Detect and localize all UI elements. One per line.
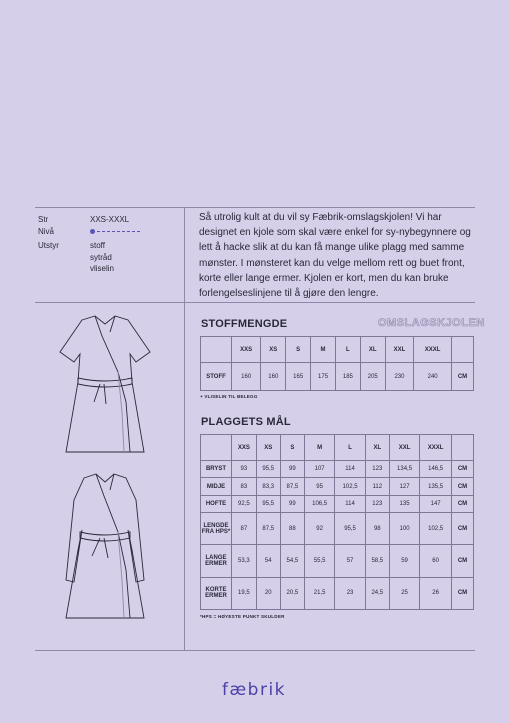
measures-note: *HPS = HØYESTE PUNKT SKULDER (200, 614, 285, 619)
info-label (38, 252, 90, 264)
difficulty-level-indicator (90, 226, 140, 237)
table-cell: 55,5 (304, 545, 334, 577)
table-cell: 114 (335, 495, 365, 512)
table-cell: 107 (304, 461, 334, 478)
size-header: L (335, 435, 365, 461)
table-cell: 92 (304, 513, 334, 545)
measures-title: PLAGGETS MÅL (201, 416, 291, 428)
row-label: HOFTE (201, 495, 232, 512)
size-header: S (286, 337, 311, 363)
table-cell: 20,5 (280, 577, 304, 609)
table-cell: 59 (389, 545, 419, 577)
row-label: LANGE ERMER (201, 545, 232, 577)
table-cell: 160 (261, 363, 286, 391)
fabric-title: STOFFMENGDE (201, 318, 288, 330)
table-corner-cell (201, 435, 232, 461)
unit-cell: CM (452, 478, 474, 495)
table-cell: 100 (389, 513, 419, 545)
row-label: BRYST (201, 461, 232, 478)
table-cell: 102,5 (335, 478, 365, 495)
size-header: XXS (232, 435, 257, 461)
table-cell: 185 (335, 363, 360, 391)
table-cell: 230 (385, 363, 414, 391)
table-cell: 21,5 (304, 577, 334, 609)
table-cell: 53,3 (232, 545, 257, 577)
pattern-name: OMSLAGSKJOLEN (378, 317, 485, 329)
table-corner-cell (201, 337, 232, 363)
table-cell: 95 (304, 478, 334, 495)
unit-cell: CM (452, 461, 474, 478)
info-label (38, 263, 90, 275)
table-cell: 24,5 (365, 577, 389, 609)
unit-cell: CM (452, 363, 474, 391)
table-cell: 23 (335, 577, 365, 609)
size-header: XL (360, 337, 385, 363)
row-label: STOFF (201, 363, 232, 391)
dress-long-sleeve-illustration (40, 470, 170, 630)
row-label: KORTE ERMER (201, 577, 232, 609)
table-cell: 95,5 (256, 495, 280, 512)
faebrik-logo: fæbrik (222, 680, 287, 700)
table-cell: 88 (280, 513, 304, 545)
table-cell: 106,5 (304, 495, 334, 512)
info-label: Nivå (38, 226, 55, 236)
pattern-info (38, 214, 170, 275)
size-header: S (280, 435, 304, 461)
table-cell: 60 (420, 545, 452, 577)
table-cell: 25 (389, 577, 419, 609)
table-row (201, 545, 474, 577)
table-cell: 57 (335, 545, 365, 577)
table-cell: 20 (256, 577, 280, 609)
info-row-equipment-3 (38, 263, 170, 275)
info-row-size (38, 214, 170, 226)
unit-cell: CM (452, 545, 474, 577)
size-header: XXXL (414, 337, 452, 363)
table-cell: 99 (280, 495, 304, 512)
table-cell: 123 (365, 461, 389, 478)
size-header: M (311, 337, 336, 363)
measurements-table (200, 434, 474, 610)
table-cell: 135,5 (420, 478, 452, 495)
size-header: XS (256, 435, 280, 461)
table-cell: 165 (286, 363, 311, 391)
table-cell: 83 (232, 478, 257, 495)
table-row (201, 577, 474, 609)
table-cell: 95,5 (335, 513, 365, 545)
level-dot (90, 229, 95, 234)
unit-cell: CM (452, 513, 474, 545)
table-row (201, 461, 474, 478)
info-value: sytråd (90, 252, 112, 262)
info-value: XXS-XXXL (90, 215, 130, 224)
table-cell: 175 (311, 363, 336, 391)
row-label: MIDJE (201, 478, 232, 495)
size-header: XXL (385, 337, 414, 363)
info-value: vliselin (90, 264, 115, 273)
table-cell: 134,5 (389, 461, 419, 478)
table-cell: 54,5 (280, 545, 304, 577)
size-header: M (304, 435, 334, 461)
divider-bottom (35, 650, 475, 651)
info-value: stoff (90, 241, 105, 250)
table-cell: 92,5 (232, 495, 257, 512)
table-cell: 240 (414, 363, 452, 391)
table-cell: 19,5 (232, 577, 257, 609)
fabric-table (200, 336, 474, 391)
size-header: XXXL (420, 435, 452, 461)
table-cell: 54 (256, 545, 280, 577)
table-cell: 112 (365, 478, 389, 495)
table-header-row (201, 337, 474, 363)
table-cell: 205 (360, 363, 385, 391)
table-cell: 102,5 (420, 513, 452, 545)
info-row-level (38, 226, 170, 241)
table-cell: 147 (420, 495, 452, 512)
table-row (201, 495, 474, 512)
table-row (201, 478, 474, 495)
table-cell: 123 (365, 495, 389, 512)
table-cell: 146,5 (420, 461, 452, 478)
size-header: XXL (389, 435, 419, 461)
info-label: Str (38, 215, 49, 224)
divider-vertical (184, 207, 185, 650)
table-cell: 135 (389, 495, 419, 512)
intro-text: Så utrolig kult at du vil sy Fæbrik-omslagskjolen! Vi har designet en kjole som skal være enkel for sy-nybegynnere og lett å hacke slik at du kan få mange ulike plagg med samme mønster. I mønsteret kan du velge mellom rett og buet front, korte eller lange ermer. Kjolen er kort, men du kan bruke forlengelseslinjene til å gjøre den lengre. (199, 212, 471, 300)
table-cell: 95,5 (256, 461, 280, 478)
level-track (92, 231, 140, 232)
info-label: Utstyr (38, 241, 59, 250)
table-cell: 83,3 (256, 478, 280, 495)
table-cell: 26 (420, 577, 452, 609)
size-header: XXS (232, 337, 261, 363)
table-cell: 58,5 (365, 545, 389, 577)
table-row (201, 513, 474, 545)
row-label: LENGDE FRA HPS* (201, 513, 232, 545)
divider-top (35, 207, 475, 208)
unit-header (452, 337, 474, 363)
table-cell: 87,5 (280, 478, 304, 495)
size-header: XS (261, 337, 286, 363)
size-header: L (335, 337, 360, 363)
table-cell: 99 (280, 461, 304, 478)
divider-middle (35, 302, 475, 303)
unit-cell: CM (452, 577, 474, 609)
table-header-row (201, 435, 474, 461)
info-row-equipment (38, 240, 170, 252)
table-cell: 93 (232, 461, 257, 478)
unit-header (452, 435, 474, 461)
table-cell: 87,5 (256, 513, 280, 545)
fabric-note: + VLISELIN TIL BELEGG (200, 394, 258, 399)
table-cell: 98 (365, 513, 389, 545)
table-row (201, 363, 474, 391)
unit-cell: CM (452, 495, 474, 512)
dress-short-sleeve-illustration (40, 312, 170, 462)
table-cell: 114 (335, 461, 365, 478)
size-header: XL (365, 435, 389, 461)
table-cell: 160 (232, 363, 261, 391)
table-cell: 87 (232, 513, 257, 545)
table-cell: 127 (389, 478, 419, 495)
info-row-equipment-2 (38, 252, 170, 264)
